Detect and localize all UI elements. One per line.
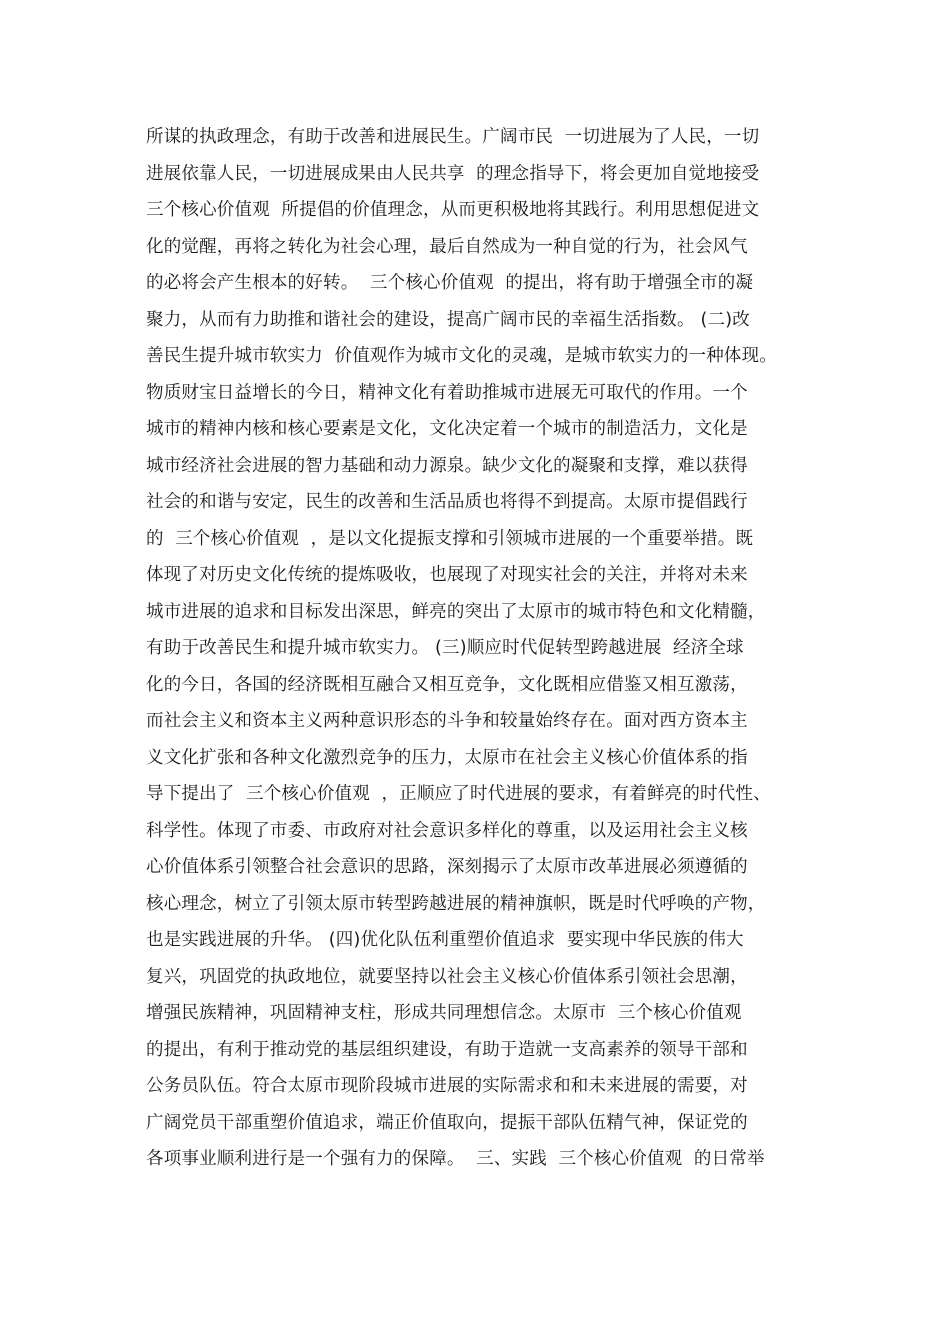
text-line: 的必将会产生根本的好转。 三个核心价值观 的提出，将有助于增强全市的凝 [146,273,754,293]
text-line: 心价值体系引领整合社会意识的思路，深刻揭示了太原市改革进展必须遵循的 [146,857,748,877]
text-line: 所谋的执政理念，有助于改善和进展民生。广阔市民 一切进展为了人民，一切 [146,127,760,147]
text-line: 城市进展的追求和目标发出深思，鲜亮的突出了太原市的城市特色和文化精髓， [146,601,766,622]
text-line: 善民生提升城市软实力 价值观作为城市文化的灵魂，是城市软实力的一种体现。 [146,346,778,366]
text-line: 也是实践进展的升华。 (四)优化队伍利重塑价值追求 要实现中华民族的伟大 [146,930,744,950]
text-line: 科学性。体现了市委、市政府对社会意识多样化的尊重，以及运用社会主义核 [146,820,748,841]
text-line: 体现了对历史文化传统的提炼吸收，也展现了对现实社会的关注，并将对未来 [146,565,748,585]
text-line: 各项事业顺利进行是一个强有力的保障。 三、实践 三个核心价值观 的日常举 [146,1149,765,1169]
text-line: 社会的和谐与安定，民生的改善和生活品质也将得不到提高。太原市提倡践行 [146,492,748,512]
text-line: 导下提出了 三个核心价值观 ，正顺应了时代进展的要求，有着鲜亮的时代性、 [146,784,771,804]
text-line: 三个核心价值观 所提倡的价值理念，从而更积极地将其践行。利用思想促进文 [146,200,760,220]
text-line: 核心理念，树立了引领太原市转型跨越进展的精神旗帜，既是时代呼唤的产物， [146,893,766,914]
text-line: 复兴，巩固党的执政地位，就要坚持以社会主义核心价值体系引领社会思潮， [146,966,748,987]
text-line: 物质财宝日益增长的今日，精神文化有着助推城市进展无可取代的作用。一个 [146,382,748,403]
text-line: 增强民族精神，巩固精神支柱，形成共同理想信念。太原市 三个核心价值观 [146,1003,742,1023]
text-line: 化的觉醒，再将之转化为社会心理，最后自然成为一种自觉的行为，社会风气 [146,236,748,257]
text-line: 城市的精神内核和核心要素是文化，文化决定着一个城市的制造活力，文化是 [146,419,748,439]
text-line: 而社会主义和资本主义两种意识形态的斗争和较量始终存在。面对西方资本主 [146,711,748,731]
text-line: 聚力，从而有力助推和谐社会的建设，提高广阔市民的幸福生活指数。 (二)改 [146,309,750,330]
text-line: 有助于改善民生和提升城市软实力。 (三)顺应时代促转型跨越进展 经济全球 [146,638,744,658]
body-text [146,119,836,1178]
text-line: 公务员队伍。符合太原市现阶段城市进展的实际需求和和未来进展的需要，对 [146,1076,748,1096]
text-line: 的提出，有利于推动党的基层组织建设，有助于造就一支高素养的领导干部和 [146,1039,748,1060]
text-line: 的 三个核心价值观 ，是以文化提振支撑和引领城市进展的一个重要举措。既 [146,528,754,549]
text-line: 广阔党员干部重塑价值追求，端正价值取向，提振干部队伍精气神，保证党的 [146,1112,748,1133]
text-line: 进展依靠人民，一切进展成果由人民共享 的理念指导下，将会更加自觉地接受 [146,163,760,184]
text-line: 义文化扩张和各种文化激烈竞争的压力，太原市在社会主义核心价值体系的指 [146,747,748,768]
text-line: 城市经济社会进展的智力基础和动力源泉。缺少文化的凝聚和支撑，难以获得 [146,455,748,476]
text-line: 化的今日，各国的经济既相互融合又相互竞争，文化既相应借鉴又相互激荡， [146,674,748,695]
